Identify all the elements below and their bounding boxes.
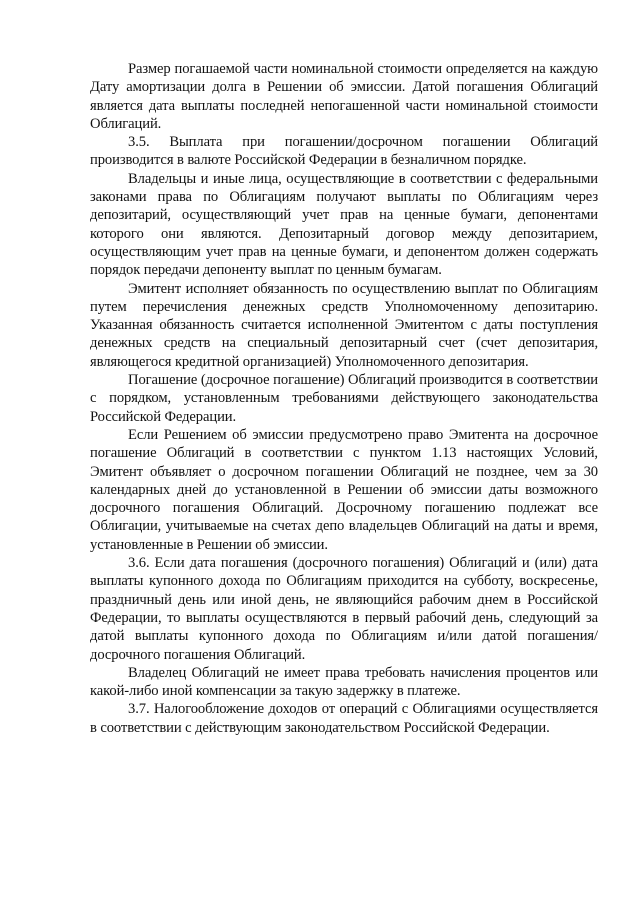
paragraph-amortization: Размер погашаемой части номинальной стоимости определяется на каждую Дату амортизации долга в Решении об эмиссии. Датой погашения Облигаций является дата выплаты последней непогашенной части номинальной стоимости Облигаций. xyxy=(90,61,598,132)
paragraph-holders-depository: Владельцы и иные лица, осуществляющие в соответствии с федеральными законами права по Облигациям получают выплаты по Облигациям через депозитарий, осуществляющий учет прав на ценные бумаги, депонентами которого они являются. Депозитарный договор между депозитарием, осуществляющим учет прав на ценные бумаги, и депонентом должен содержать порядок передачи депоненту выплат по ценным бумагам. xyxy=(90,170,598,279)
paragraph-3-5-payment-currency: 3.5. Выплата при погашении/досрочном погашении Облигаций производится в валюте Российской Федерации в безналичном порядке. xyxy=(90,134,598,169)
paragraph-issuer-obligation: Эмитент исполняет обязанность по осуществлению выплат по Облигациям путем перечисления денежных средств Уполномоченному депозитарию. Указанная обязанность считается исполненной Эмитентом с даты поступления денежных средств на специальный депозитарный счет (счет депозитария, являющегося кредитной организацией) Уполномоченного депозитария. xyxy=(90,280,598,370)
paragraph-3-6-non-working-day: 3.6. Если дата погашения (досрочного погашения) Облигаций и (или) дата выплаты купонного дохода по Облигациям приходится на субботу, воскресенье, праздничный день или иной день, не являющийся рабочим днем в Российской Федерации, то выплаты осуществляются в первый рабочий день, следующий за датой выплаты купонного дохода по Облигациям и/или датой погашения/досрочного погашения Облигаций. xyxy=(90,555,598,663)
paragraph-redemption-order: Погашение (досрочное погашение) Облигаций производится в соответствии с порядком, установленным требованиями действующего законодательства Российской Федерации. xyxy=(90,372,598,425)
paragraph-3-7-taxation: 3.7. Налогообложение доходов от операций с Облигациями осуществляется в соответствии с действующим законодательством Российской Федерации. xyxy=(90,701,598,736)
document-page xyxy=(90,60,598,737)
paragraph-no-interest-claim: Владелец Облигаций не имеет права требовать начисления процентов или какой-либо иной компенсации за такую задержку в платеже. xyxy=(90,664,598,700)
paragraph-early-redemption: Если Решением об эмиссии предусмотрено право Эмитента на досрочное погашение Облигаций в соответствии с пунктом 1.13 настоящих Условий, Эмитент объявляет о досрочном погашении Облигаций не позднее, чем за 30 календарных дней до установленной в Решении об эмиссии даты возможного досрочного погашения Облигаций. Досрочному погашению подлежат все Облигации, учитываемые на счетах депо владельцев Облигаций на даты и время, установленные в Решении об эмиссии. xyxy=(90,426,598,553)
